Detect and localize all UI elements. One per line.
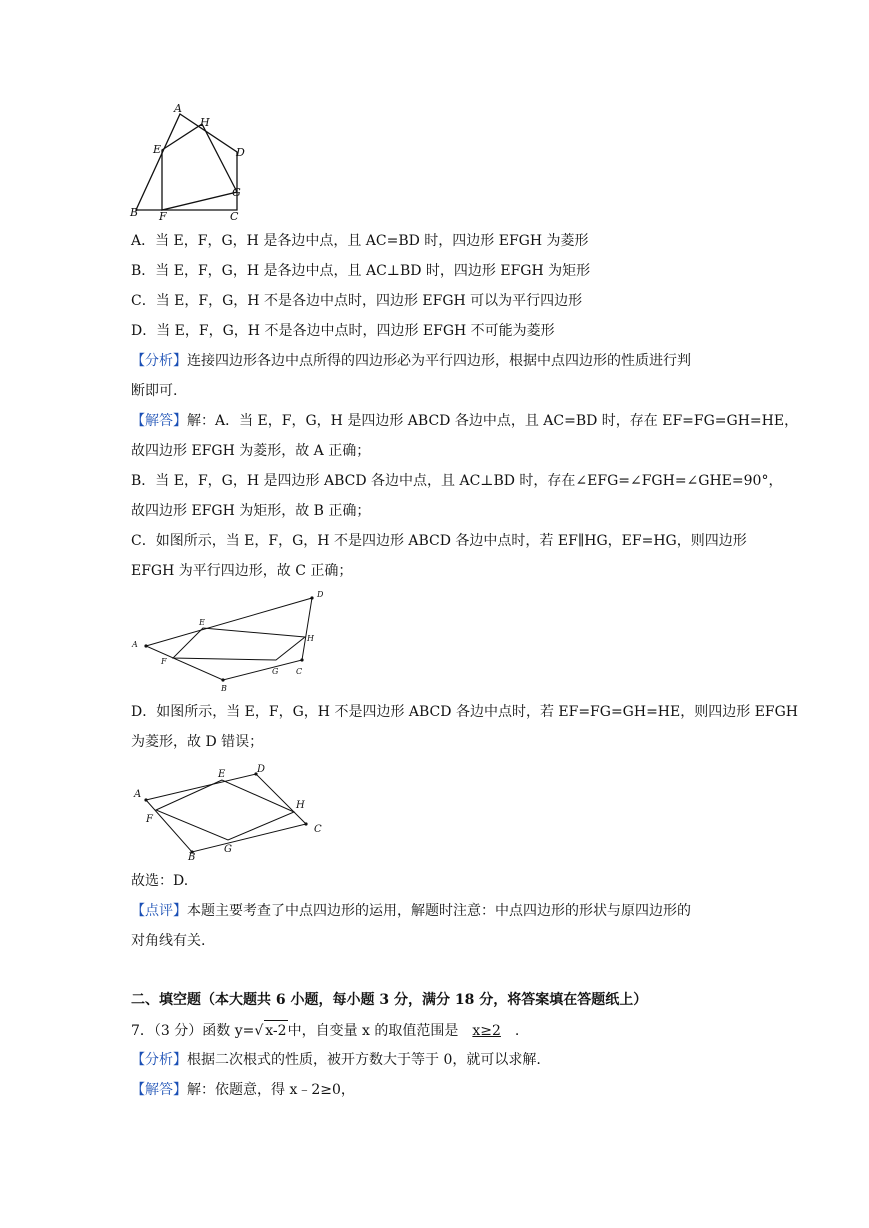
analysis-tag: 【分析】: [131, 353, 187, 369]
figure-quadrilateral-1: [126, 100, 256, 222]
label-e: E: [218, 769, 226, 780]
solution-text-6: EFGH 为平行四边形，故 C 正确；: [131, 563, 353, 579]
comment-paragraph: [131, 901, 691, 921]
option-d: D．当 E，F，G，H 不是各边中点时，四边形 EFGH 不可能为菱形: [131, 323, 555, 339]
label-g: G: [232, 186, 241, 199]
label-a: A: [134, 789, 142, 800]
solution-7-tag: 【解答】: [131, 1082, 187, 1098]
solution-text-5: C．如图所示，当 E，F，G，H 不是四边形 ABCD 各边中点时，若 EF∥HG，EF=HG，则四边形: [131, 533, 747, 549]
solution-text-8: 为菱形，故 D 错误；: [131, 734, 264, 750]
sqrt-symbol: √: [254, 1023, 264, 1039]
label-b: B: [188, 852, 196, 863]
solution-text-1: 解：A．当 E，F，G，H 是四边形 ABCD 各边中点，且 AC=BD 时，存在 EF=FG=GH=HE，: [187, 413, 799, 429]
section-heading: 二、填空题（本大题共 6 小题，每小题 3 分，满分 18 分，将答案填在答题纸上）: [131, 992, 648, 1008]
solution-tag: 【解答】: [131, 413, 187, 429]
label-c: C: [230, 210, 239, 222]
comment-tag: 【点评】: [131, 903, 187, 919]
quadrilateral-efgh: [156, 780, 294, 840]
label-e: E: [153, 143, 162, 156]
label-h: H: [307, 634, 314, 643]
analysis-7-tag: 【分析】: [131, 1052, 187, 1068]
label-f: F: [146, 814, 153, 825]
analysis-paragraph: [131, 351, 691, 371]
q7-radicand: x-2: [264, 1020, 287, 1041]
label-b: B: [130, 206, 139, 219]
label-h: H: [296, 800, 305, 811]
label-d: D: [236, 146, 245, 159]
analysis-text-2: 断即可.: [131, 383, 178, 399]
label-f: F: [161, 657, 167, 666]
label-b: B: [221, 684, 227, 693]
label-f: F: [159, 210, 167, 222]
label-a: A: [174, 102, 182, 115]
analysis-7-text: 根据二次根式的性质，被开方数大于等于 0，就可以求解.: [187, 1052, 541, 1068]
solution-text-9: 故选：D.: [131, 873, 189, 889]
solution-text-7: D．如图所示，当 E，F，G，H 不是四边形 ABCD 各边中点时，若 EF=FG=GH=HE，则四边形 EFGH: [131, 704, 799, 720]
solution-7: [131, 1080, 355, 1100]
comment-text-1: 本题主要考查了中点四边形的运用，解题时注意：中点四边形的形状与原四边形的: [187, 903, 691, 919]
q7-answer: x≥2: [472, 1023, 501, 1039]
q7-middle: 中，自变量 x 的取值范围是: [287, 1023, 459, 1039]
figure-quadrilateral-3: [126, 760, 332, 864]
analysis-text-1: 连接四边形各边中点所得的四边形必为平行四边形，根据中点四边形的性质进行判: [187, 353, 691, 369]
analysis-7: [131, 1050, 541, 1070]
solution-text-4: 故四边形 EFGH 为矩形，故 B 正确；: [131, 503, 371, 519]
label-d: D: [317, 590, 324, 599]
solution-text-2: 故四边形 EFGH 为菱形，故 A 正确；: [131, 443, 371, 459]
label-a: A: [132, 640, 138, 649]
label-e: E: [199, 618, 205, 627]
label-g: G: [224, 844, 232, 855]
option-b: B．当 E，F，G，H 是各边中点，且 AC⊥BD 时，四边形 EFGH 为矩形: [131, 263, 591, 279]
figure-quadrilateral-2: [126, 588, 336, 694]
label-c: C: [296, 667, 303, 676]
quadrilateral-abcd: [146, 598, 312, 680]
quadrilateral-abcd: [146, 774, 306, 852]
label-d: D: [257, 764, 266, 775]
solution-7-text: 解：依题意，得 x﹣2≥0，: [187, 1082, 355, 1098]
solution-text-3: B．当 E，F，G，H 是四边形 ABCD 各边中点，且 AC⊥BD 时，存在∠EFG=∠FGH=∠GHE=90°，: [131, 473, 783, 489]
label-g: G: [272, 667, 279, 676]
comment-text-2: 对角线有关.: [131, 933, 206, 949]
option-a: A．当 E，F，G，H 是各边中点，且 AC=BD 时，四边形 EFGH 为菱形: [131, 233, 589, 249]
option-c: C．当 E，F，G，H 不是各边中点时，四边形 EFGH 可以为平行四边形: [131, 293, 583, 309]
label-h: H: [200, 116, 210, 129]
q7-prefix: 7．（3 分）函数 y=: [131, 1023, 255, 1039]
quadrilateral-efgh: [162, 124, 237, 210]
question-7: [131, 1020, 519, 1041]
solution-paragraph: [131, 411, 798, 431]
q7-end: .: [514, 1023, 520, 1039]
label-c: C: [314, 824, 322, 835]
